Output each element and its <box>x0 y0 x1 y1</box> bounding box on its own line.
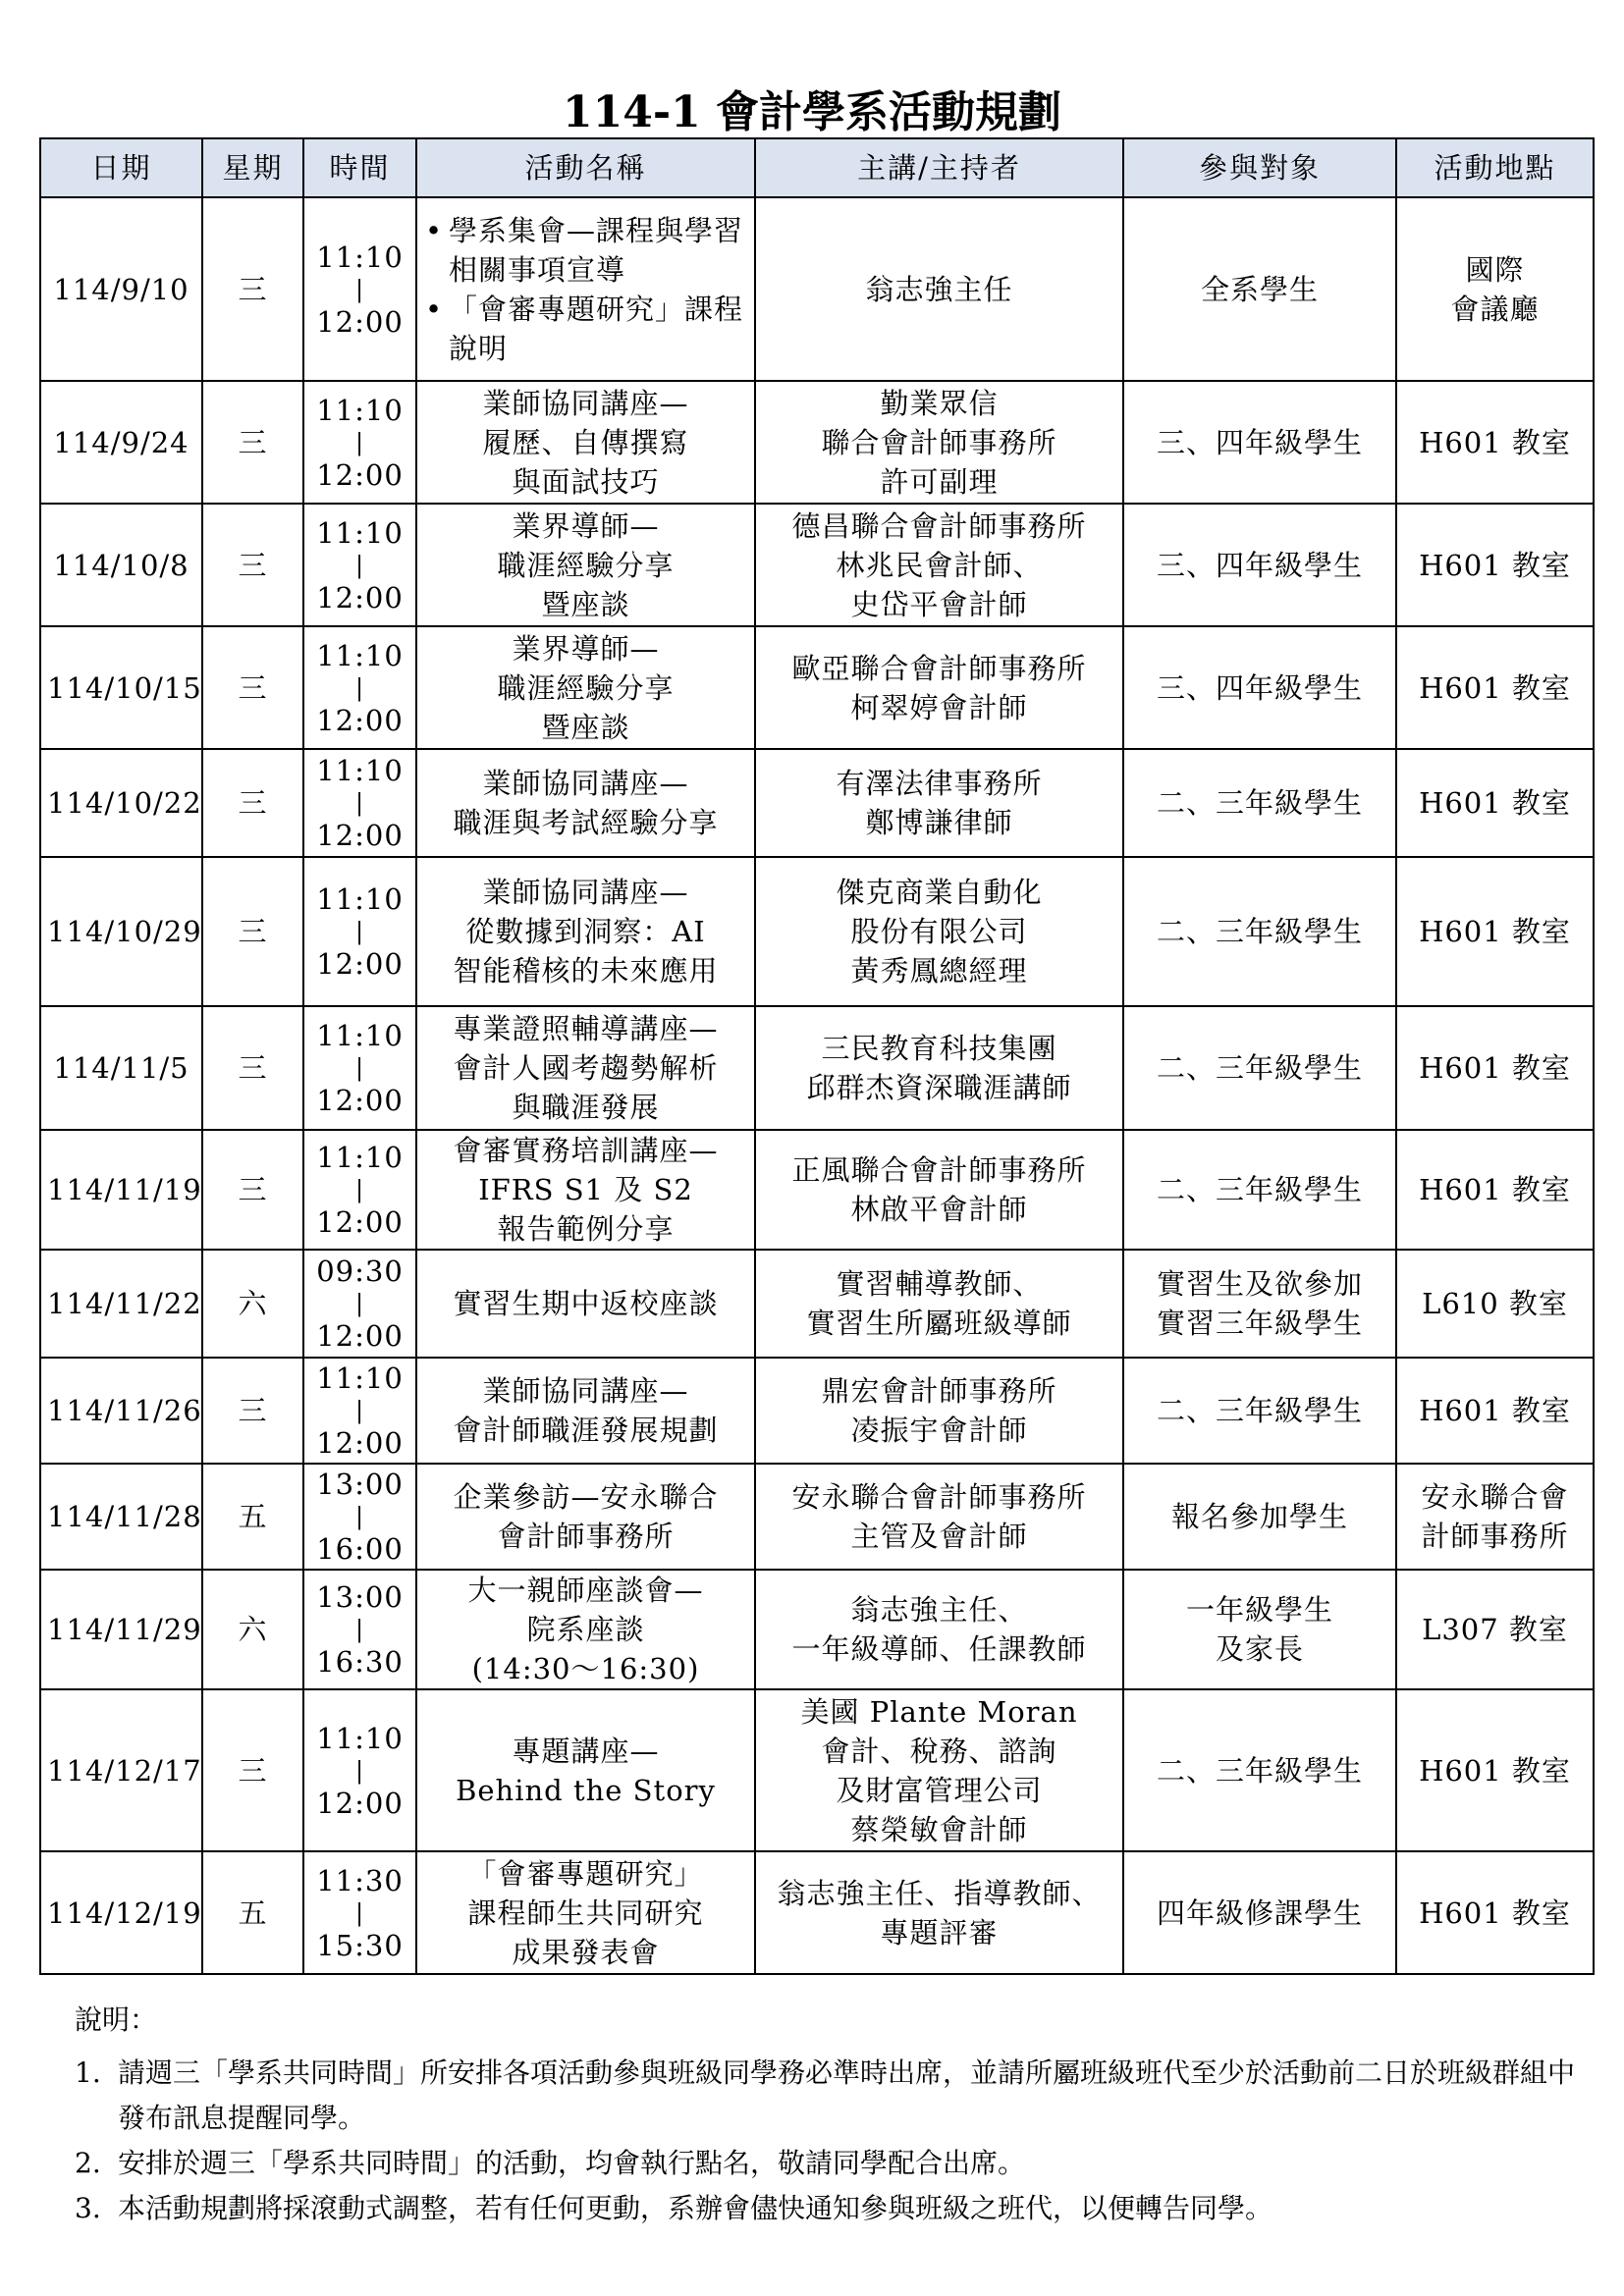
audience-line: 一年級學生 <box>1185 1593 1333 1627</box>
table-row <box>40 1358 1594 1464</box>
location-cell <box>1396 1130 1594 1250</box>
time-end: 16:30 <box>316 1645 404 1679</box>
table-body <box>40 197 1594 1974</box>
speaker-line: 翁志強主任、指導教師、 <box>777 1876 1102 1910</box>
note-number: 3. <box>75 2192 101 2224</box>
speaker-cell <box>755 857 1123 1006</box>
speaker-line: 柯翠婷會計師 <box>850 690 1028 724</box>
speaker-line: 許可副理 <box>880 464 999 499</box>
activity-cell <box>416 857 755 1006</box>
note-item <box>75 2186 1587 2231</box>
location-line: H601 教室 <box>1419 786 1571 820</box>
table-row <box>40 626 1594 749</box>
time-separator: | <box>354 428 365 456</box>
location-line: 計師事務所 <box>1421 1520 1569 1553</box>
time-end: 16:00 <box>316 1532 404 1566</box>
time-start: 09:30 <box>316 1255 404 1288</box>
time-start: 11:10 <box>316 1362 404 1395</box>
time-end: 12:00 <box>316 304 404 339</box>
activity-line: 報告範例分享 <box>497 1212 675 1246</box>
audience-line: 實習三年級學生 <box>1156 1307 1363 1340</box>
activity-line: 與面試技巧 <box>512 464 660 499</box>
speaker-line: 美國 Plante Moran <box>800 1694 1078 1729</box>
time-cell <box>303 197 416 381</box>
date-cell: 114/11/28 <box>40 1464 202 1570</box>
speaker-line: 有澤法律事務所 <box>836 767 1043 800</box>
time-separator: | <box>354 1616 365 1643</box>
time-separator: | <box>354 1290 365 1317</box>
location-cell <box>1396 197 1594 381</box>
speaker-cell <box>755 1130 1123 1250</box>
activity-cell <box>416 626 755 749</box>
time-cell <box>303 381 416 504</box>
date-cell: 114/12/19 <box>40 1851 202 1974</box>
time-start: 11:10 <box>316 240 404 274</box>
speaker-line: 邱群杰資深職涯講師 <box>806 1071 1072 1104</box>
date-cell: 114/10/29 <box>40 857 202 1006</box>
time-cell <box>303 1464 416 1570</box>
notes-heading: 說明： <box>75 2003 158 2036</box>
speaker-line: 史岱平會計師 <box>850 587 1028 621</box>
activity-cell <box>416 1130 755 1250</box>
audience-line: 三、四年級學生 <box>1156 670 1363 705</box>
location-cell <box>1396 504 1594 626</box>
speaker-line: 翁志強主任、 <box>850 1593 1028 1627</box>
activity-cell <box>416 1689 755 1851</box>
location-cell <box>1396 1570 1594 1689</box>
note-number: 1. <box>75 2056 101 2089</box>
time-end: 12:00 <box>316 1319 404 1353</box>
location-line: H601 教室 <box>1419 548 1571 582</box>
activity-line: 履歷、自傳撰寫 <box>482 425 689 459</box>
time-start: 11:10 <box>316 1141 404 1174</box>
audience-cell <box>1123 857 1396 1006</box>
activity-line: 業師協同講座— <box>482 876 689 909</box>
audience-line: 二、三年級學生 <box>1156 1051 1363 1085</box>
activity-line: 院系座談 <box>526 1613 645 1646</box>
table-row <box>40 1851 1594 1974</box>
activity-cell <box>416 381 755 504</box>
time-cell <box>303 1006 416 1130</box>
weekday-cell: 三 <box>202 381 303 504</box>
speaker-line: 鼎宏會計師事務所 <box>821 1374 1057 1408</box>
activity-line: 成果發表會 <box>512 1935 660 1969</box>
activity-cell <box>416 1006 755 1130</box>
table-row <box>40 749 1594 857</box>
location-line: 國際 <box>1465 252 1525 287</box>
table-row <box>40 1250 1594 1358</box>
activity-line: 業師協同講座— <box>482 767 689 800</box>
audience-cell <box>1123 626 1396 749</box>
time-cell <box>303 1250 416 1358</box>
weekday-cell: 三 <box>202 1006 303 1130</box>
audience-cell <box>1123 1570 1396 1689</box>
date-cell: 114/11/29 <box>40 1570 202 1689</box>
date-cell: 114/11/5 <box>40 1006 202 1130</box>
header-date: 日期 <box>40 138 202 197</box>
speaker-line: 一年級導師、任課教師 <box>791 1632 1087 1666</box>
location-line: H601 教室 <box>1419 670 1571 705</box>
table-row <box>40 1006 1594 1130</box>
activity-cell <box>416 504 755 626</box>
time-cell <box>303 1851 416 1974</box>
audience-line: 實習生及欲參加 <box>1156 1267 1363 1301</box>
location-cell <box>1396 1006 1594 1130</box>
audience-line: 三、四年級學生 <box>1156 425 1363 459</box>
location-line: H601 教室 <box>1419 1394 1571 1427</box>
weekday-cell: 三 <box>202 749 303 857</box>
activity-line: 「會審專題研究」 <box>467 1856 704 1891</box>
audience-line: 及家長 <box>1215 1632 1304 1666</box>
speaker-line: 勤業眾信 <box>880 386 999 420</box>
location-cell <box>1396 749 1594 857</box>
time-separator: | <box>354 1176 365 1203</box>
time-start: 11:10 <box>316 882 404 916</box>
speaker-line: 德昌聯合會計師事務所 <box>791 508 1087 543</box>
speaker-cell <box>755 626 1123 749</box>
location-line: H601 教室 <box>1419 1173 1571 1206</box>
activity-line: 與職涯發展 <box>512 1091 660 1124</box>
table-row <box>40 1130 1594 1250</box>
time-end: 12:00 <box>316 819 404 852</box>
page-title: 114-1 會計學系活動規劃 <box>562 87 1062 137</box>
time-start: 11:30 <box>316 1863 404 1897</box>
time-end: 15:30 <box>316 1928 404 1962</box>
audience-cell <box>1123 381 1396 504</box>
weekday-cell: 三 <box>202 1689 303 1851</box>
activity-line: 大一親師座談會— <box>467 1574 704 1607</box>
speaker-line: 聯合會計師事務所 <box>821 425 1057 459</box>
time-start: 11:10 <box>316 515 404 550</box>
date-cell: 114/10/15 <box>40 626 202 749</box>
weekday-cell: 三 <box>202 1358 303 1464</box>
weekday-cell: 三 <box>202 626 303 749</box>
header-weekday: 星期 <box>202 138 303 197</box>
audience-line: 全系學生 <box>1200 272 1319 306</box>
location-line: H601 教室 <box>1419 915 1571 948</box>
time-separator: | <box>354 789 365 817</box>
audience-line: 三、四年級學生 <box>1156 548 1363 582</box>
activity-line: 職涯經驗分享 <box>497 670 675 705</box>
time-cell <box>303 1358 416 1464</box>
time-cell <box>303 1689 416 1851</box>
speaker-line: 股份有限公司 <box>850 915 1028 948</box>
weekday-cell: 三 <box>202 504 303 626</box>
location-cell <box>1396 857 1594 1006</box>
time-separator: | <box>354 673 365 702</box>
activity-cell <box>416 749 755 857</box>
weekday-cell: 五 <box>202 1464 303 1570</box>
location-cell <box>1396 1464 1594 1570</box>
table-row <box>40 504 1594 626</box>
audience-cell <box>1123 1006 1396 1130</box>
location-line: 安永聯合會 <box>1421 1480 1569 1514</box>
activity-line: 專業證照輔導講座— <box>453 1012 719 1045</box>
speaker-cell <box>755 1358 1123 1464</box>
speaker-cell <box>755 1851 1123 1974</box>
time-separator: | <box>354 1503 365 1530</box>
date-cell: 114/9/10 <box>40 197 202 381</box>
activity-line: 課程師生共同研究 <box>467 1896 704 1930</box>
notes-list <box>75 2051 1587 2231</box>
speaker-line: 傑克商業自動化 <box>836 876 1043 909</box>
time-separator: | <box>354 551 365 579</box>
activity-line: 智能稽核的未來應用 <box>453 954 719 988</box>
weekday-cell: 六 <box>202 1570 303 1689</box>
audience-cell <box>1123 197 1396 381</box>
audience-line: 二、三年級學生 <box>1156 1753 1363 1788</box>
activity-cell <box>416 1570 755 1689</box>
location-line: 會議廳 <box>1450 292 1540 326</box>
time-separator: | <box>354 918 365 945</box>
time-start: 13:00 <box>316 1468 404 1501</box>
speaker-line: 林兆民會計師、 <box>836 548 1043 582</box>
time-separator: | <box>354 1898 365 1927</box>
header-location: 活動地點 <box>1396 138 1594 197</box>
time-cell <box>303 1130 416 1250</box>
location-cell <box>1396 1250 1594 1358</box>
activity-cell <box>416 197 755 381</box>
header-speaker: 主講/主持者 <box>755 138 1123 197</box>
time-end: 12:00 <box>316 703 404 737</box>
time-start: 11:10 <box>316 1019 404 1052</box>
time-separator: | <box>354 1054 365 1082</box>
speaker-line: 翁志強主任 <box>865 272 1013 306</box>
date-cell: 114/12/17 <box>40 1689 202 1851</box>
date-cell: 114/10/22 <box>40 749 202 857</box>
table-row <box>40 1570 1594 1689</box>
header-activity: 活動名稱 <box>416 138 755 197</box>
speaker-cell <box>755 197 1123 381</box>
location-line: L307 教室 <box>1422 1613 1568 1646</box>
audience-cell <box>1123 1689 1396 1851</box>
audience-line: 報名參加學生 <box>1170 1500 1348 1533</box>
location-line: H601 教室 <box>1419 425 1571 459</box>
table-row <box>40 197 1594 381</box>
weekday-cell: 三 <box>202 857 303 1006</box>
weekday-cell: 五 <box>202 1851 303 1974</box>
audience-cell <box>1123 1358 1396 1464</box>
table-row <box>40 857 1594 1006</box>
activity-line: IFRS S1 及 S2 <box>478 1173 693 1206</box>
activity-bullet-item: • 「會審專題研究」課程說明 <box>423 290 748 368</box>
activity-cell <box>416 1358 755 1464</box>
activity-line: Behind the Story <box>456 1773 716 1807</box>
activity-line: 暨座談 <box>541 710 630 744</box>
location-cell <box>1396 381 1594 504</box>
speaker-cell <box>755 1464 1123 1570</box>
weekday-cell: 六 <box>202 1250 303 1358</box>
activity-line: 從數據到洞察：AI <box>465 915 706 948</box>
date-cell: 114/10/8 <box>40 504 202 626</box>
audience-line: 二、三年級學生 <box>1156 1173 1363 1206</box>
speaker-line: 三民教育科技集團 <box>821 1032 1057 1065</box>
audience-cell <box>1123 749 1396 857</box>
audience-line: 二、三年級學生 <box>1156 786 1363 820</box>
time-start: 11:10 <box>316 393 404 427</box>
time-start: 11:10 <box>316 638 404 672</box>
speaker-line: 黃秀鳳總經理 <box>850 954 1028 988</box>
time-end: 12:00 <box>316 580 404 614</box>
activity-cell <box>416 1464 755 1570</box>
audience-line: 二、三年級學生 <box>1156 915 1363 948</box>
location-cell <box>1396 1358 1594 1464</box>
date-cell: 114/11/26 <box>40 1358 202 1464</box>
speaker-line: 鄭博謙律師 <box>865 806 1013 839</box>
activity-line: 專題講座— <box>512 1734 660 1768</box>
time-cell <box>303 749 416 857</box>
speaker-line: 及財富管理公司 <box>836 1773 1043 1807</box>
activity-line: 會審實務培訓講座— <box>453 1134 719 1167</box>
activity-line: 會計師事務所 <box>497 1520 675 1553</box>
speaker-line: 歐亞聯合會計師事務所 <box>791 651 1087 685</box>
audience-line: 四年級修課學生 <box>1156 1896 1363 1930</box>
time-start: 11:10 <box>316 1721 404 1755</box>
date-cell: 114/9/24 <box>40 381 202 504</box>
location-cell <box>1396 1689 1594 1851</box>
activity-bullet-item: • 學系集會—課程與學習相關事項宣導 <box>423 211 748 290</box>
speaker-line: 實習生所屬班級導師 <box>806 1307 1072 1340</box>
audience-cell <box>1123 1130 1396 1250</box>
audience-line: 二、三年級學生 <box>1156 1394 1363 1427</box>
location-cell <box>1396 626 1594 749</box>
location-line: H601 教室 <box>1419 1051 1571 1085</box>
time-separator: | <box>354 275 365 303</box>
header-time: 時間 <box>303 138 416 197</box>
activity-line: 職涯經驗分享 <box>497 548 675 582</box>
location-line: H601 教室 <box>1419 1753 1571 1788</box>
activity-line: 業界導師— <box>512 631 660 666</box>
activity-line: (14:30～16:30) <box>471 1652 700 1685</box>
activity-line: 業師協同講座— <box>482 386 689 420</box>
speaker-line: 會計、稅務、諮詢 <box>821 1734 1057 1768</box>
table-header-row <box>40 138 1594 197</box>
speaker-cell <box>755 1570 1123 1689</box>
activity-line: 會計人國考趨勢解析 <box>453 1051 719 1085</box>
speaker-line: 林啟平會計師 <box>850 1193 1028 1226</box>
location-cell <box>1396 1851 1594 1974</box>
note-text: 安排於週三「學系共同時間」的活動，均會執行點名，敬請同學配合出席。 <box>118 2147 1026 2179</box>
time-end: 12:00 <box>316 1786 404 1820</box>
speaker-line: 蔡榮敏會計師 <box>850 1812 1028 1846</box>
time-end: 12:00 <box>316 457 404 492</box>
time-cell <box>303 504 416 626</box>
activity-cell <box>416 1250 755 1358</box>
time-end: 12:00 <box>316 1205 404 1239</box>
note-text: 請週三「學系共同時間」所安排各項活動參與班級同學務必準時出席，並請所屬班級班代至少於活動前二日於班級群組中發布訊息提醒同學。 <box>118 2056 1576 2134</box>
speaker-line: 正風聯合會計師事務所 <box>791 1153 1087 1187</box>
audience-cell <box>1123 1464 1396 1570</box>
location-line: H601 教室 <box>1419 1896 1571 1930</box>
audience-cell <box>1123 1851 1396 1974</box>
activity-line: 實習生期中返校座談 <box>453 1287 719 1320</box>
activity-cell <box>416 1851 755 1974</box>
speaker-cell <box>755 1006 1123 1130</box>
activity-line: 會計師職涯發展規劃 <box>453 1414 719 1447</box>
speaker-line: 專題評審 <box>880 1915 999 1949</box>
time-start: 11:10 <box>316 754 404 787</box>
time-end: 12:00 <box>316 947 404 981</box>
time-end: 12:00 <box>316 1426 404 1460</box>
header-audience: 參與對象 <box>1123 138 1396 197</box>
note-number: 2. <box>75 2147 101 2179</box>
speaker-line: 安永聯合會計師事務所 <box>791 1480 1087 1514</box>
time-separator: | <box>354 1756 365 1785</box>
activity-line: 職涯與考試經驗分享 <box>453 806 719 839</box>
time-cell <box>303 857 416 1006</box>
activity-bullet-list <box>423 211 748 368</box>
table-row <box>40 1689 1594 1851</box>
table-row <box>40 381 1594 504</box>
notes-section <box>75 1998 1587 2231</box>
time-cell <box>303 626 416 749</box>
audience-cell <box>1123 1250 1396 1358</box>
speaker-line: 實習輔導教師、 <box>836 1267 1043 1301</box>
location-line: L610 教室 <box>1422 1287 1568 1320</box>
note-item <box>75 2051 1587 2141</box>
speaker-cell <box>755 1250 1123 1358</box>
note-text: 本活動規劃將採滾動式調整，若有任何更動，系辦會儘快通知參與班級之班代，以便轉告同學。 <box>118 2192 1273 2224</box>
time-separator: | <box>354 1397 365 1424</box>
activity-schedule-table <box>39 137 1595 1975</box>
weekday-cell: 三 <box>202 197 303 381</box>
time-end: 12:00 <box>316 1084 404 1117</box>
audience-cell <box>1123 504 1396 626</box>
activity-line: 業師協同講座— <box>482 1374 689 1408</box>
weekday-cell: 三 <box>202 1130 303 1250</box>
activity-line: 企業參訪—安永聯合 <box>453 1480 719 1514</box>
table-row <box>40 1464 1594 1570</box>
activity-line: 業界導師— <box>512 508 660 543</box>
time-cell <box>303 1570 416 1689</box>
date-cell: 114/11/19 <box>40 1130 202 1250</box>
activity-line: 暨座談 <box>541 587 630 621</box>
speaker-cell <box>755 381 1123 504</box>
time-start: 13:00 <box>316 1580 404 1614</box>
note-item <box>75 2141 1587 2186</box>
speaker-cell <box>755 749 1123 857</box>
speaker-line: 凌振宇會計師 <box>850 1414 1028 1447</box>
speaker-cell <box>755 1689 1123 1851</box>
speaker-cell <box>755 504 1123 626</box>
speaker-line: 主管及會計師 <box>850 1520 1028 1553</box>
date-cell: 114/11/22 <box>40 1250 202 1358</box>
